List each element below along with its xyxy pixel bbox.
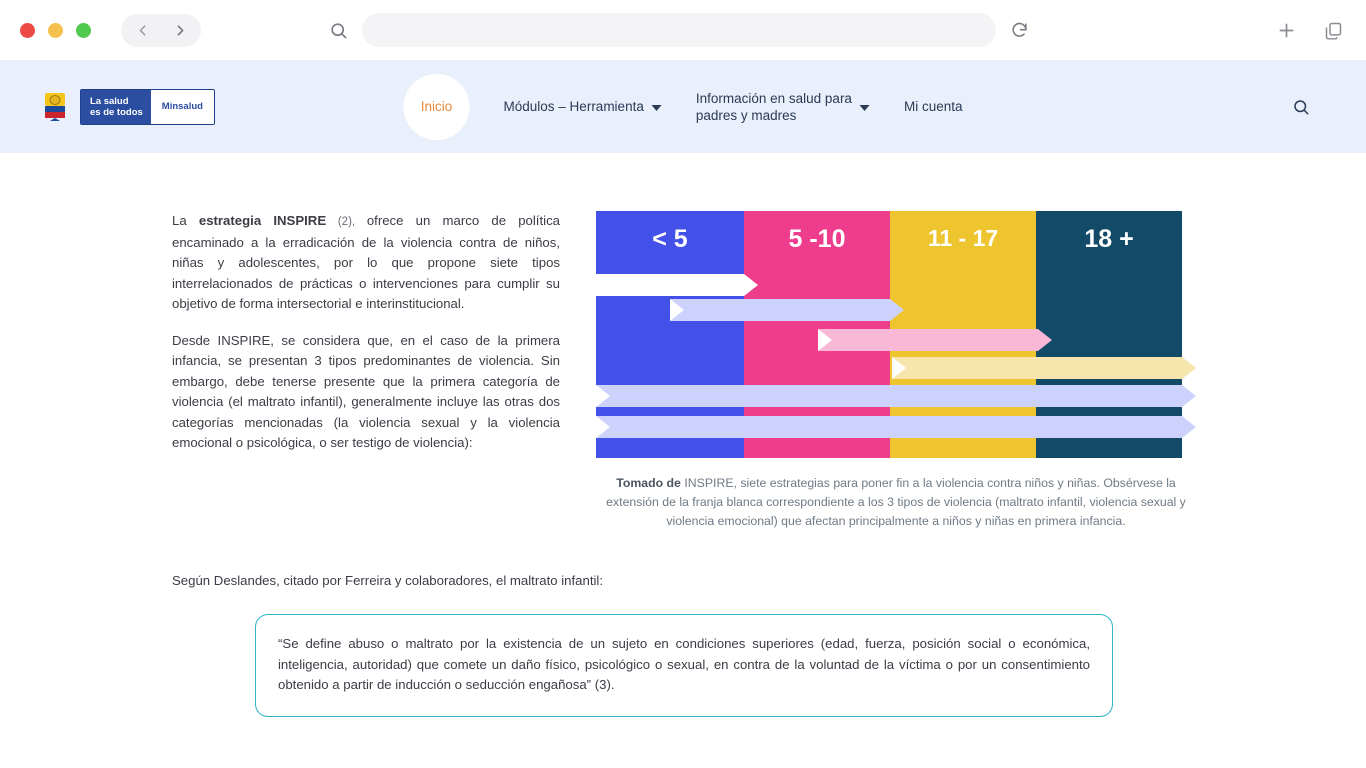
minimize-window-button[interactable] [48, 23, 63, 38]
figure-caption-bold: Tomado de [616, 476, 681, 490]
logo-right-text: Minsalud [151, 90, 214, 124]
chart-arrow-violencia-pareja [892, 357, 1182, 379]
brand-logo[interactable] [40, 89, 215, 125]
nav-label-mi-cuenta: Mi cuenta [903, 99, 963, 114]
nav-item-informacion-salud[interactable] [696, 90, 870, 124]
chart-arrow-maltrato-infantil [596, 274, 744, 296]
page-content [0, 153, 1366, 717]
nav-label-informacion-line1: Información en salud para [695, 90, 852, 106]
text-column [172, 211, 560, 531]
paragraph-1 [172, 211, 560, 315]
close-window-button[interactable] [20, 23, 35, 38]
nav-label-inicio: Inicio [420, 99, 453, 114]
nav-item-mi-cuenta[interactable] [904, 98, 963, 115]
nav-item-modulos[interactable] [504, 98, 662, 115]
chart-band-label-3: 18 + [1084, 225, 1134, 253]
nav-label-informacion-line2: padres y madres [695, 107, 797, 123]
reload-icon[interactable] [1010, 21, 1029, 40]
header-search-icon[interactable] [1292, 98, 1310, 116]
window-controls [20, 23, 91, 38]
browser-toolbar [0, 0, 1366, 60]
content-row [40, 153, 1326, 531]
nav-label-informacion [696, 90, 852, 124]
logo-left-text [81, 90, 151, 124]
chart-arrow-label-1: Intimidación o bullying [686, 304, 801, 316]
logo-line-1: La salud [90, 95, 129, 107]
chart-arrow-label-2: Violencia juvenil [834, 334, 917, 346]
inspire-chart [596, 211, 1192, 458]
quote-text: “Se define abuso o maltrato por la existencia de un sujeto en condiciones superiores (edad, fuerza, posición social o económica, inteligencia, autoridad) que comete un daño físico, psicológico o sexual, en contra de la voluntad de la víctima o por un consentimiento obtenido a partir de inducción o seducción engañosa” (3). [278, 636, 1090, 692]
address-input[interactable] [362, 13, 996, 47]
nav-label-modulos: Módulos – Herramienta [503, 99, 644, 114]
main-navigation [404, 74, 963, 140]
nav-item-inicio[interactable] [404, 74, 470, 140]
copy-tabs-icon[interactable] [1323, 20, 1344, 41]
forward-icon[interactable] [165, 15, 195, 45]
navigation-buttons [121, 14, 201, 47]
lead-line: Según Deslandes, citado por Ferreira y colaboradores, el maltrato infantil: [172, 573, 604, 588]
chart-band-label-2: 11 - 17 [927, 225, 999, 251]
quote-box [255, 614, 1113, 717]
paragraph-1-ref: (2), [326, 216, 367, 228]
paragraph-1-rest: ofrece un marco de política encaminado a la erradicación de la violencia contra de niños, niñas y adolescentes, por lo que propone siete tipos interrelacionados de prácticas o intervenciones para cumplir su objetivo de forma intersectorial e interinstitucional. [172, 213, 560, 311]
coat-of-arms-icon [40, 90, 70, 124]
figure-caption-rest: INSPIRE, siete estrategias para poner fin a la violencia contra niños y niñas. Obsérvese la extensión de la franja blanca correspondiente a los 3 tipos de violencia (maltrato infantil, violencia sexual y violencia emocional) que afectan principalmente a niños y niñas en primera infancia. [606, 476, 1186, 528]
plus-icon[interactable] [1276, 20, 1297, 41]
logo-line-2: es de todos [90, 106, 143, 118]
address-bar-zone [329, 13, 1029, 47]
chart-arrow-label-3: Violencia de pareja [908, 362, 1003, 374]
paragraph-1-pre: La [172, 213, 199, 228]
chart-band-label-1: 5 -10 [788, 225, 846, 253]
chart-band-label-0: < 5 [652, 225, 688, 253]
toolbar-right-actions [1276, 20, 1344, 41]
chart-arrow-label-0: Maltrato infantil [612, 279, 691, 291]
chart-arrow-bullying [670, 299, 890, 321]
chart-arrow-label-4: Violencia sexual [612, 390, 694, 402]
chevron-down-icon [860, 105, 870, 111]
paragraph-1-bold: estrategia INSPIRE [198, 213, 327, 228]
minsalud-logo [80, 89, 215, 125]
back-icon[interactable] [127, 15, 157, 45]
search-icon[interactable] [329, 21, 348, 40]
chart-arrow-violencia-emocional [596, 416, 1182, 438]
site-header [0, 60, 1366, 153]
chart-arrow-violencia-juvenil [818, 329, 1038, 351]
figure-column [596, 211, 1196, 531]
chart-arrow-label-5: Violencia emocional o psicológica, o ser testigo de violencia [612, 421, 915, 433]
chevron-down-icon [652, 105, 662, 111]
chart-arrow-violencia-sexual [596, 385, 1182, 407]
maximize-window-button[interactable] [76, 23, 91, 38]
paragraph-2: Desde INSPIRE, se considera que, en el caso de la primera infancia, se presentan 3 tipos predominantes de violencia. Sin embargo, debe tenerse presente que la primera categoría de violencia (el maltrato infantil), generalmente incluye las otras dos categorías mencionadas (la violencia sexual y la violencia emocional o psicológica, o ser testigo de violencia): [172, 332, 560, 450]
figure-caption [596, 474, 1196, 531]
